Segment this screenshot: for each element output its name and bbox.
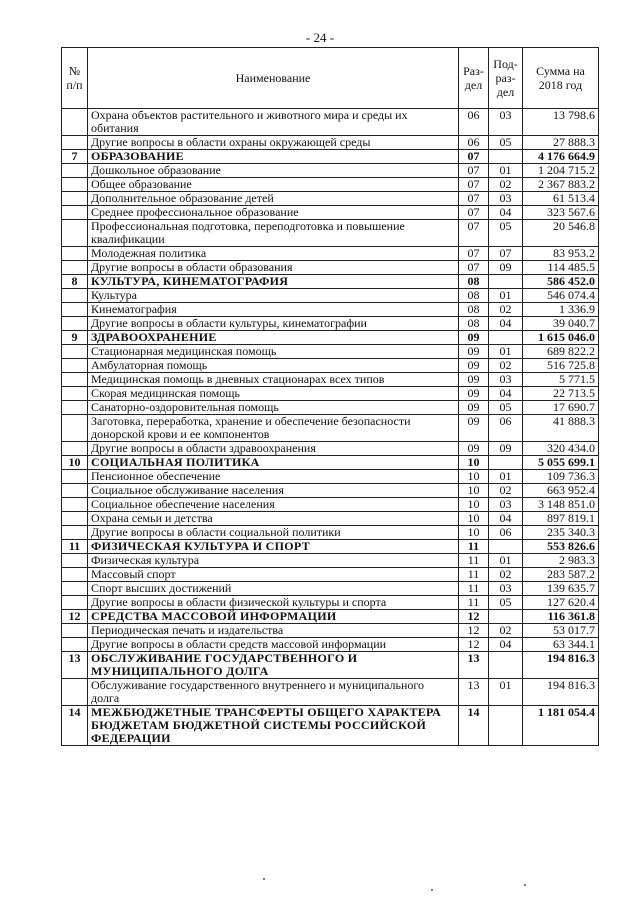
row-number <box>62 401 88 415</box>
row-number <box>62 164 88 178</box>
row-number <box>62 498 88 512</box>
table-body <box>62 109 599 746</box>
row-section-code: 13 <box>459 652 489 679</box>
row-amount: 235 340.3 <box>523 526 599 540</box>
row-amount: 516 725.8 <box>523 359 599 373</box>
row-subsection-code: 01 <box>489 679 523 706</box>
row-name: Молодежная политика <box>88 247 459 261</box>
row-subsection-code: 02 <box>489 178 523 192</box>
row-subsection-code: 03 <box>489 192 523 206</box>
row-subsection-code: 01 <box>489 554 523 568</box>
row-amount: 13 798.6 <box>523 109 599 136</box>
row-amount: 546 074.4 <box>523 289 599 303</box>
row-number <box>62 345 88 359</box>
row-section-code: 09 <box>459 373 489 387</box>
table-row-section <box>62 540 599 554</box>
row-number <box>62 387 88 401</box>
row-name: Стационарная медицинская помощь <box>88 345 459 359</box>
row-section-code: 10 <box>459 470 489 484</box>
table-row-section <box>62 150 599 164</box>
table-row-section <box>62 275 599 289</box>
row-number <box>62 178 88 192</box>
row-section-code: 06 <box>459 136 489 150</box>
table-row <box>62 415 599 442</box>
row-subsection-code <box>489 456 523 470</box>
row-number <box>62 638 88 652</box>
row-amount: 323 567.6 <box>523 206 599 220</box>
row-name: Скорая медицинская помощь <box>88 387 459 401</box>
row-number <box>62 442 88 456</box>
row-section-code: 08 <box>459 317 489 331</box>
table-row <box>62 345 599 359</box>
row-number: 7 <box>62 150 88 164</box>
row-name: Пенсионное обеспечение <box>88 470 459 484</box>
row-subsection-code <box>489 706 523 746</box>
row-amount: 320 434.0 <box>523 442 599 456</box>
row-number: 10 <box>62 456 88 470</box>
row-name: Культура <box>88 289 459 303</box>
row-amount: 663 952.4 <box>523 484 599 498</box>
row-amount: 283 587.2 <box>523 568 599 582</box>
table-row <box>62 261 599 275</box>
row-subsection-code: 02 <box>489 359 523 373</box>
row-section-code: 07 <box>459 261 489 275</box>
table-row-section <box>62 610 599 624</box>
row-number <box>62 247 88 261</box>
row-section-code: 07 <box>459 178 489 192</box>
row-subsection-code <box>489 610 523 624</box>
row-amount: 2 367 883.2 <box>523 178 599 192</box>
row-name: Физическая культура <box>88 554 459 568</box>
row-number <box>62 289 88 303</box>
row-number <box>62 206 88 220</box>
row-section-code: 08 <box>459 289 489 303</box>
row-name: Другие вопросы в области физической культуры и спорта <box>88 596 459 610</box>
row-section-code: 10 <box>459 512 489 526</box>
row-section-code: 10 <box>459 456 489 470</box>
row-amount: 61 513.4 <box>523 192 599 206</box>
row-number <box>62 109 88 136</box>
row-amount: 194 816.3 <box>523 679 599 706</box>
row-name: Кинематография <box>88 303 459 317</box>
row-subsection-code: 06 <box>489 526 523 540</box>
budget-table <box>61 47 599 746</box>
row-name: СРЕДСТВА МАССОВОЙ ИНФОРМАЦИИ <box>88 610 459 624</box>
table-row <box>62 373 599 387</box>
row-number <box>62 317 88 331</box>
row-name: ЗДРАВООХРАНЕНИЕ <box>88 331 459 345</box>
row-name: Другие вопросы в области культуры, кинематографии <box>88 317 459 331</box>
table-row <box>62 624 599 638</box>
row-section-code: 09 <box>459 331 489 345</box>
row-section-code: 11 <box>459 596 489 610</box>
row-name: Охрана объектов растительного и животного мира и среды их обитания <box>88 109 459 136</box>
table-row <box>62 109 599 136</box>
header-sum: Сумма на 2018 год <box>523 48 599 109</box>
row-subsection-code: 05 <box>489 136 523 150</box>
row-subsection-code: 05 <box>489 401 523 415</box>
row-amount: 83 953.2 <box>523 247 599 261</box>
row-section-code: 07 <box>459 220 489 247</box>
row-subsection-code: 02 <box>489 303 523 317</box>
row-amount: 3 148 851.0 <box>523 498 599 512</box>
row-amount: 4 176 664.9 <box>523 150 599 164</box>
table-row <box>62 247 599 261</box>
row-amount: 127 620.4 <box>523 596 599 610</box>
row-subsection-code <box>489 331 523 345</box>
row-subsection-code: 01 <box>489 289 523 303</box>
table-row <box>62 317 599 331</box>
row-subsection-code: 09 <box>489 261 523 275</box>
row-section-code: 12 <box>459 610 489 624</box>
row-section-code: 07 <box>459 206 489 220</box>
row-section-code: 13 <box>459 679 489 706</box>
row-amount: 17 690.7 <box>523 401 599 415</box>
row-section-code: 09 <box>459 415 489 442</box>
row-number <box>62 136 88 150</box>
row-amount: 39 040.7 <box>523 317 599 331</box>
row-number <box>62 554 88 568</box>
row-subsection-code <box>489 150 523 164</box>
table-row <box>62 442 599 456</box>
row-number <box>62 624 88 638</box>
row-section-code: 06 <box>459 109 489 136</box>
row-name: Массовый спорт <box>88 568 459 582</box>
header-name: Наименование <box>88 48 459 109</box>
table-row <box>62 596 599 610</box>
row-number: 13 <box>62 652 88 679</box>
row-name: Периодическая печать и издательства <box>88 624 459 638</box>
table-row <box>62 359 599 373</box>
table-row <box>62 164 599 178</box>
row-amount: 1 181 054.4 <box>523 706 599 746</box>
row-amount: 63 344.1 <box>523 638 599 652</box>
row-subsection-code: 04 <box>489 317 523 331</box>
row-section-code: 09 <box>459 387 489 401</box>
row-amount: 139 635.7 <box>523 582 599 596</box>
row-name: ОБСЛУЖИВАНИЕ ГОСУДАРСТВЕННОГО И МУНИЦИПАЛЬНОГО ДОЛГА <box>88 652 459 679</box>
row-subsection-code: 02 <box>489 484 523 498</box>
scan-speck <box>524 884 526 886</box>
row-subsection-code <box>489 652 523 679</box>
row-amount: 27 888.3 <box>523 136 599 150</box>
row-name: Другие вопросы в области охраны окружающей среды <box>88 136 459 150</box>
table-row <box>62 470 599 484</box>
page-number: - 24 - <box>305 30 335 45</box>
row-name: КУЛЬТУРА, КИНЕМАТОГРАФИЯ <box>88 275 459 289</box>
scan-speck <box>431 889 433 891</box>
row-name: Спорт высших достижений <box>88 582 459 596</box>
row-section-code: 11 <box>459 554 489 568</box>
row-name: ОБРАЗОВАНИЕ <box>88 150 459 164</box>
row-amount: 116 361.8 <box>523 610 599 624</box>
row-section-code: 14 <box>459 706 489 746</box>
row-number <box>62 526 88 540</box>
row-number <box>62 568 88 582</box>
row-number <box>62 415 88 442</box>
table-row <box>62 568 599 582</box>
row-name: Дополнительное образование детей <box>88 192 459 206</box>
row-name: МЕЖБЮДЖЕТНЫЕ ТРАНСФЕРТЫ ОБЩЕГО ХАРАКТЕРА БЮДЖЕТАМ БЮДЖЕТНОЙ СИСТЕМЫ РОССИЙСКОЙ ФЕДЕРАЦИИ <box>88 706 459 746</box>
table-row <box>62 512 599 526</box>
row-name: Профессиональная подготовка, переподготовка и повышение квалификации <box>88 220 459 247</box>
row-amount: 194 816.3 <box>523 652 599 679</box>
row-amount: 1 336.9 <box>523 303 599 317</box>
row-number: 12 <box>62 610 88 624</box>
row-subsection-code: 02 <box>489 568 523 582</box>
table-row-section <box>62 331 599 345</box>
table-row <box>62 387 599 401</box>
table-row <box>62 220 599 247</box>
row-subsection-code: 03 <box>489 498 523 512</box>
row-name: Другие вопросы в области социальной политики <box>88 526 459 540</box>
row-amount: 553 826.6 <box>523 540 599 554</box>
table-row <box>62 582 599 596</box>
row-amount: 1 204 715.2 <box>523 164 599 178</box>
row-subsection-code: 04 <box>489 387 523 401</box>
table-row-section <box>62 456 599 470</box>
row-section-code: 09 <box>459 401 489 415</box>
row-number: 9 <box>62 331 88 345</box>
row-name: Медицинская помощь в дневных стационарах всех типов <box>88 373 459 387</box>
row-name: Другие вопросы в области средств массовой информации <box>88 638 459 652</box>
row-number <box>62 192 88 206</box>
table-row <box>62 679 599 706</box>
row-number <box>62 596 88 610</box>
row-amount: 53 017.7 <box>523 624 599 638</box>
row-subsection-code: 01 <box>489 345 523 359</box>
row-name: Общее образование <box>88 178 459 192</box>
row-section-code: 10 <box>459 526 489 540</box>
row-section-code: 11 <box>459 568 489 582</box>
table-row <box>62 401 599 415</box>
row-subsection-code: 03 <box>489 109 523 136</box>
row-section-code: 11 <box>459 540 489 554</box>
row-section-code: 07 <box>459 192 489 206</box>
row-name: ФИЗИЧЕСКАЯ КУЛЬТУРА И СПОРТ <box>88 540 459 554</box>
row-subsection-code: 04 <box>489 512 523 526</box>
row-number <box>62 582 88 596</box>
row-section-code: 09 <box>459 442 489 456</box>
table-row <box>62 554 599 568</box>
row-subsection-code: 03 <box>489 582 523 596</box>
table-row-section <box>62 652 599 679</box>
row-number <box>62 512 88 526</box>
row-section-code: 12 <box>459 624 489 638</box>
row-name: Амбулаторная помощь <box>88 359 459 373</box>
table-header-row <box>62 48 599 109</box>
table-row <box>62 289 599 303</box>
row-number <box>62 303 88 317</box>
row-section-code: 12 <box>459 638 489 652</box>
row-number: 8 <box>62 275 88 289</box>
row-amount: 1 615 046.0 <box>523 331 599 345</box>
table-row <box>62 192 599 206</box>
row-name: Другие вопросы в области образования <box>88 261 459 275</box>
row-subsection-code: 06 <box>489 415 523 442</box>
row-number: 11 <box>62 540 88 554</box>
row-section-code: 07 <box>459 164 489 178</box>
row-subsection-code <box>489 275 523 289</box>
row-subsection-code <box>489 540 523 554</box>
row-amount: 5 055 699.1 <box>523 456 599 470</box>
row-amount: 22 713.5 <box>523 387 599 401</box>
row-name: Дошкольное образование <box>88 164 459 178</box>
row-subsection-code: 05 <box>489 596 523 610</box>
table-row <box>62 136 599 150</box>
row-number <box>62 373 88 387</box>
row-subsection-code: 03 <box>489 373 523 387</box>
row-amount: 586 452.0 <box>523 275 599 289</box>
row-section-code: 10 <box>459 484 489 498</box>
header-num: № п/п <box>62 48 88 109</box>
table-row <box>62 484 599 498</box>
row-name: Охрана семьи и детства <box>88 512 459 526</box>
row-amount: 41 888.3 <box>523 415 599 442</box>
table-row <box>62 526 599 540</box>
row-number <box>62 470 88 484</box>
row-section-code: 09 <box>459 345 489 359</box>
row-name: Социальное обслуживание населения <box>88 484 459 498</box>
row-name: Другие вопросы в области здравоохранения <box>88 442 459 456</box>
row-number <box>62 679 88 706</box>
row-amount: 5 771.5 <box>523 373 599 387</box>
row-name: Социальное обеспечение населения <box>88 498 459 512</box>
row-section-code: 09 <box>459 359 489 373</box>
table-row <box>62 498 599 512</box>
row-section-code: 08 <box>459 275 489 289</box>
row-subsection-code: 01 <box>489 164 523 178</box>
row-name: Заготовка, переработка, хранение и обеспечение безопасности донорской крови и ее компонентов <box>88 415 459 442</box>
table-row <box>62 206 599 220</box>
row-subsection-code: 07 <box>489 247 523 261</box>
row-name: СОЦИАЛЬНАЯ ПОЛИТИКА <box>88 456 459 470</box>
row-number <box>62 359 88 373</box>
row-name: Санаторно-оздоровительная помощь <box>88 401 459 415</box>
row-subsection-code: 04 <box>489 638 523 652</box>
row-number <box>62 484 88 498</box>
row-amount: 109 736.3 <box>523 470 599 484</box>
row-section-code: 10 <box>459 498 489 512</box>
scan-speck <box>263 878 265 880</box>
table-row <box>62 638 599 652</box>
row-section-code: 07 <box>459 247 489 261</box>
row-name: Обслуживание государственного внутреннего и муниципального долга <box>88 679 459 706</box>
row-subsection-code: 05 <box>489 220 523 247</box>
table-row-section <box>62 706 599 746</box>
row-section-code: 08 <box>459 303 489 317</box>
row-amount: 897 819.1 <box>523 512 599 526</box>
row-amount: 689 822.2 <box>523 345 599 359</box>
header-section: Раз- дел <box>459 48 489 109</box>
row-number <box>62 261 88 275</box>
table-row <box>62 178 599 192</box>
header-subsection: Под- раз- дел <box>489 48 523 109</box>
row-subsection-code: 02 <box>489 624 523 638</box>
row-amount: 2 983.3 <box>523 554 599 568</box>
row-subsection-code: 04 <box>489 206 523 220</box>
row-subsection-code: 09 <box>489 442 523 456</box>
row-name: Среднее профессиональное образование <box>88 206 459 220</box>
row-amount: 20 546.8 <box>523 220 599 247</box>
row-number: 14 <box>62 706 88 746</box>
table-row <box>62 303 599 317</box>
row-subsection-code: 01 <box>489 470 523 484</box>
row-number <box>62 220 88 247</box>
row-section-code: 07 <box>459 150 489 164</box>
row-section-code: 11 <box>459 582 489 596</box>
row-amount: 114 485.5 <box>523 261 599 275</box>
